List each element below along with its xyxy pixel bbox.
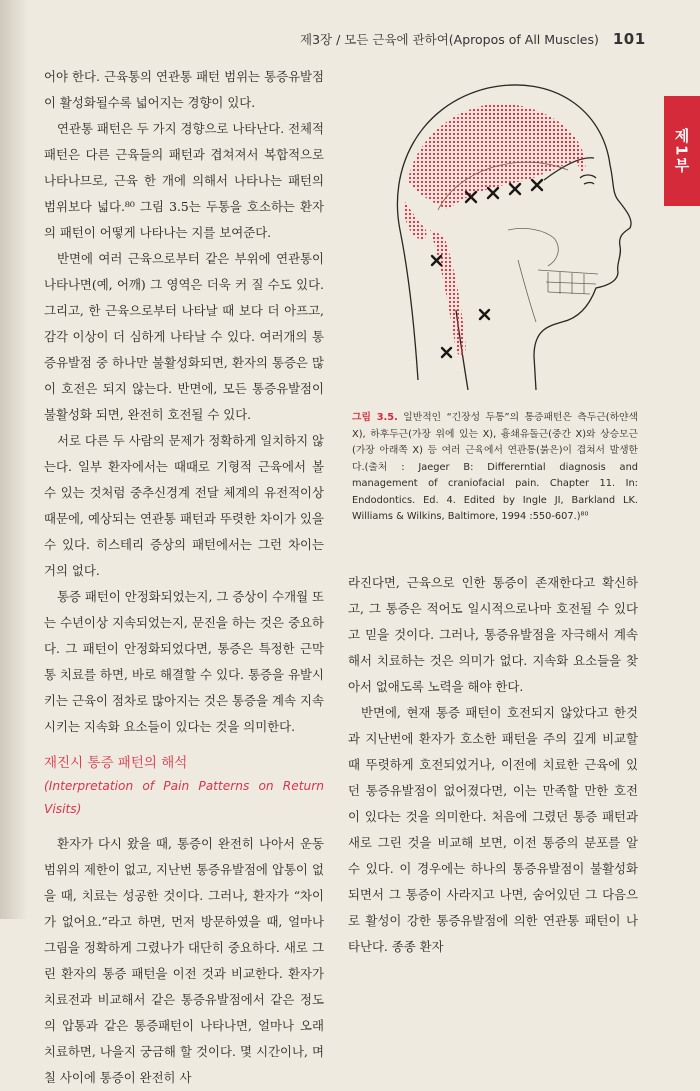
part-side-tab-label: 제1부 bbox=[672, 127, 691, 175]
paragraph: 반면에 여러 근육으로부터 같은 부위에 연관통이 나타나면(예, 어깨) 그 영역은 더욱 커 질 수도 있다. 그리고, 한 근육으로부터 나타날 때 보다 더 아프고, 감각 이상이 더 심하게 나타날 수 있다. 여러개의 통증유발점 중 하나만 불활성화되면, 환자의 통증은 많이 호전은 되지 않는다. 반면에, 모든 통증유발점이 불활성화 되면, 완전히 호전될 수 있다. bbox=[44, 251, 324, 422]
chapter-title: 제3장 / 모든 근육에 관하여(Apropos of All Muscles) bbox=[300, 32, 599, 47]
headache-pain-pattern-figure bbox=[348, 60, 648, 390]
figure-caption bbox=[352, 410, 638, 526]
part-side-tab bbox=[664, 96, 700, 206]
paragraph: 어야 한다. 근육통의 연관통 패턴 범위는 통증유발점이 활성화될수록 넓어지는 경향이 있다. bbox=[44, 69, 324, 110]
referred-pain-pattern bbox=[403, 104, 585, 356]
paragraph: 연관통 패턴은 두 가지 경향으로 나타난다. 전체적 패턴은 다른 근육들의 패턴과 겹쳐져서 복합적으로 나타나므로, 근육 한 개에 의해서 나타나는 패턴의 범위보다 넓다.⁸⁰ 그림 3.5는 두통을 호소하는 환자의 패턴이 어떻게 나타나는 지를 보여준다. bbox=[44, 121, 324, 240]
paragraph: 라진다면, 근육으로 인한 통증이 존재한다고 확신하고, 그 통증은 적어도 일시적으로나마 호전될 수 있다고 믿을 것이다. 그러나, 통증유발점을 자극해서 계속해서 치료하는 것은 의미가 없다. 지속화 요소들을 찾아서 없애도록 노력을 해야 한다. bbox=[348, 575, 638, 694]
right-text-column bbox=[348, 570, 638, 960]
section-heading-english: (Interpretation of Pain Patterns on Return Visits) bbox=[44, 779, 324, 816]
section-heading-korean: 재진시 통증 패턴의 해석 bbox=[44, 755, 188, 771]
page-number: 101 bbox=[612, 30, 646, 48]
paragraph: 서로 다른 두 사람의 문제가 정확하게 일치하지 않는다. 일부 환자에서는 때때로 기형적 근육에서 볼 수 있는 것처럼 중추신경계 전달 체계의 유전적이상 때문에, 예상되는 연관통 패턴과 뚜렷한 차이가 있을 수 있다. 히스테리 증상의 패턴에서는 그런 차이는 거의 없다. bbox=[44, 433, 324, 578]
figure-caption-text: 일반적인 “긴장성 두통”의 통증패턴은 측두근(하얀색 X), 하후두근(가장 위에 있는 X), 흉쇄유돌근(중간 X)와 상승모근(가장 아래쪽 X) 등 여러 근육에서 연관통(붉은)이 겹쳐서 발생한다.(출처 : Jaeger B: Differerntial diagnosis and management of craniofacial pain. Chapter 11. In: Endodontics. Ed. 4. Edited by Ingle JI, Barkland LK. Williams & Wilkins, Baltimore, 1994 :550-607.)⁸⁰ bbox=[352, 412, 638, 522]
paragraph: 통증 패턴이 안정화되었는지, 그 증상이 수개월 또는 수년이상 지속되었는지, 문진을 하는 것은 중요하다. 그 패턴이 안정화되었다면, 통증은 특정한 근막통 치료를 하면, 바로 해결할 수 있다. 통증을 유발시키는 근육이 점차로 많아지는 것은 통증을 계속 지속시키는 지속화 요소들이 있다는 것을 의미한다. bbox=[44, 589, 324, 734]
section-heading bbox=[44, 752, 324, 821]
running-header bbox=[300, 30, 646, 48]
paragraph: 환자가 다시 왔을 때, 통증이 완전히 나아서 운동범위의 제한이 없고, 지난번 통증유발점에 압통이 없을 때, 치료는 성공한 것이다. 그러나, 환자가 “차이가 없어요.”라고 하면, 먼저 방문하였을 때, 얼마나 그림을 정확하게 그렸나가 대단히 중요하다. 새로 그린 환자의 통증 패턴을 이전 것과 비교한다. 환자가 치료전과 비교해서 같은 통증유발점에서 같은 정도의 압통과 같은 통증패턴이 나타나면, 얼마나 오래 치료하면, 나을지 궁금해 할 것이다. 몇 시간이나, 며칠 사이에 통증이 완전히 사 bbox=[44, 836, 324, 1085]
left-text-column bbox=[44, 64, 324, 1091]
page-gutter-shadow bbox=[0, 0, 28, 919]
paragraph: 반면에, 현재 통증 패턴이 호전되지 않았다고 한것과 지난번에 환자가 호소한 패턴을 주의 깊게 비교할 때 뚜렷하게 호전되었거나, 이전에 치료한 근육에 있던 통증유발점이 없어졌다면, 이는 만족할 만한 호전이 있다는 것을 의미한다. 처음에 그렸던 통증 패턴과 새로 그린 것을 비교해 보면, 이전 통증의 분포를 알 수 있다. 이 경우에는 하나의 통증유발점이 불활성화 되면서 그 통증이 사라지고 나면, 숨어있던 그 다음으로 활성이 강한 통증유발점에 의한 연관통 패턴이 나타난다. 종종 환자 bbox=[348, 705, 638, 954]
figure-caption-label: 그림 3.5. bbox=[352, 412, 398, 423]
